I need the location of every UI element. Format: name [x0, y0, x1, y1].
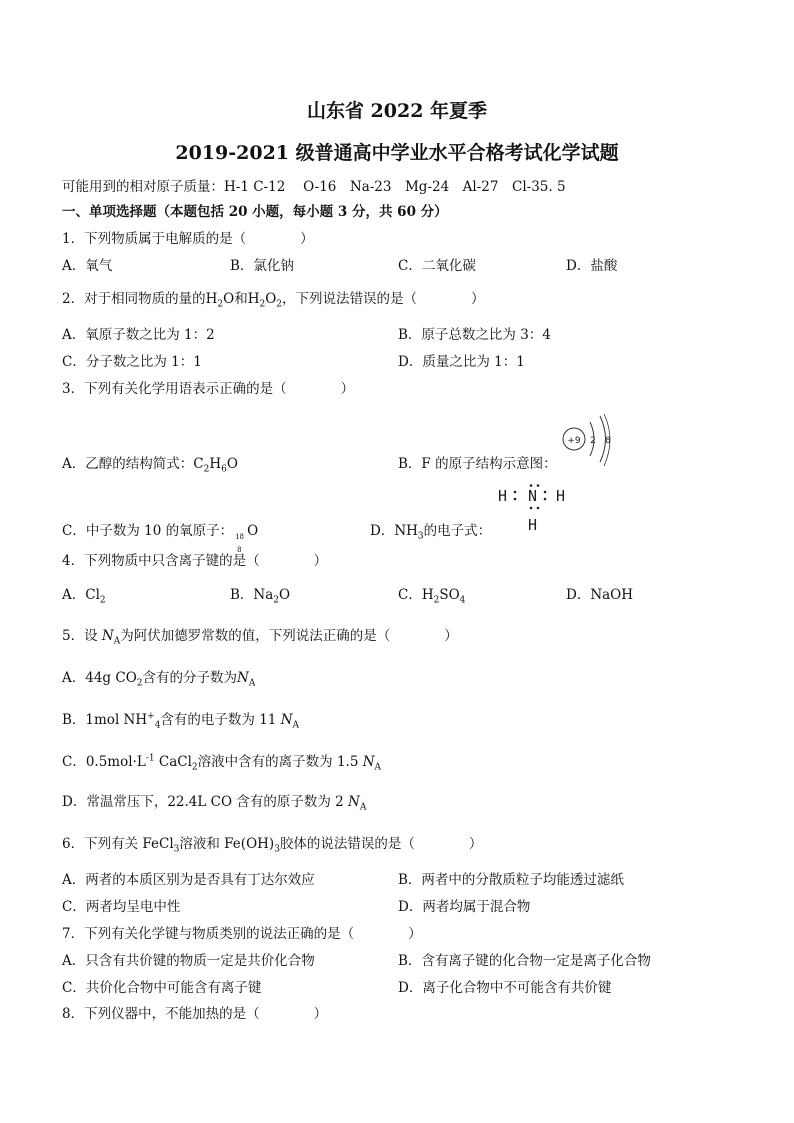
q7-option-a[interactable]: A．只含有共价键的物质一定是共价化合物	[62, 953, 315, 969]
section-heading: 一、单项选择题（本题包括 20 小题，每小题 3 分，共 60 分）	[62, 204, 448, 220]
q8-stem: 8．下列仪器中，不能加热的是（ ）	[62, 1006, 328, 1022]
q2-option-a[interactable]: A．氧原子数之比为 1：2	[62, 327, 215, 343]
q3-option-a[interactable]: A．乙醇的结构简式：$C_2H_6O$	[62, 456, 238, 475]
lewis-h-left: H	[498, 487, 508, 505]
atom-shell2-label: 8	[605, 436, 611, 446]
q6-stem: 6．下列有关 FeCl$_3$溶液和 $Fe(OH)_3$胶体的说法错误的是（ ）	[62, 836, 483, 855]
q3-option-b[interactable]: B．F 的原子结构示意图：	[398, 456, 557, 472]
q1-option-c[interactable]: C．二氧化碳	[398, 258, 476, 274]
q1-option-b[interactable]: B．氯化钠	[230, 258, 294, 274]
ammonia-electron-formula	[494, 484, 578, 540]
q2-option-d[interactable]: D．质量之比为 1：1	[398, 354, 525, 370]
q3-option-c[interactable]: C．中子数为 10 的氧原子： 18 8 O	[62, 523, 259, 554]
q5-option-c[interactable]: C．$0.5mol\cdot L^{-1}$ CaCl$_2$溶液中含有的离子数为 1.5 $N_A$	[62, 753, 382, 773]
q1-stem: 1．下列物质属于电解质的是（ ）	[62, 231, 314, 247]
q4-option-d[interactable]: D．NaOH	[566, 587, 634, 603]
q2-stem: 2．对于相同物质的量的$H_2O$和$H_2O_2$，下列说法错误的是（ ）	[62, 291, 485, 310]
q6-option-c[interactable]: C．两者均呈电中性	[62, 899, 181, 915]
q4-stem: 4．下列物质中只含离子键的是（ ）	[62, 553, 328, 569]
q4-option-b[interactable]: B．$Na_2O$	[230, 587, 291, 606]
q4-option-a[interactable]: A．$Cl_2$	[62, 587, 106, 606]
q6-option-a[interactable]: A．两者的本质区别为是否具有丁达尔效应	[62, 872, 315, 888]
atom-shell1-label: 2	[590, 436, 596, 446]
page-subtitle: 2019-2021 级普通高中学业水平合格考试化学试题	[175, 142, 619, 164]
q5-stem: 5．设 $N_A$为阿伏加德罗常数的值，下列说法正确的是（ ）	[62, 628, 458, 647]
atomic-masses: 可能用到的相对原子质量：H-1 C-12 O-16 Na-23 Mg-24 Al-27 Cl-35. 5	[62, 179, 566, 195]
q6-option-d[interactable]: D．两者均属于混合物	[398, 899, 531, 915]
q2-option-b[interactable]: B．原子总数之比为 3：4	[398, 327, 551, 343]
q7-option-c[interactable]: C．共价化合物中可能含有离子键	[62, 980, 262, 996]
q5-option-d[interactable]: D．常温常压下，22.4L CO 含有的原子数为 2 $N_A$	[62, 794, 367, 813]
q4-option-c[interactable]: C．$H_2SO_4$	[398, 587, 466, 606]
page-title: 山东省 2022 年夏季	[306, 100, 488, 122]
q1-option-d[interactable]: D．盐酸	[566, 258, 618, 274]
q6-option-b[interactable]: B．两者中的分散质粒子均能透过滤纸	[398, 872, 624, 888]
q2-option-c[interactable]: C．分子数之比为 1：1	[62, 354, 202, 370]
fluorine-atom-structure-diagram	[556, 412, 618, 470]
lewis-h-bottom: H	[528, 516, 538, 534]
lewis-n: N	[528, 487, 538, 505]
q3-option-d[interactable]: D．$NH_3$的电子式：	[370, 523, 492, 542]
q5-option-a[interactable]: A．44g $CO_2$含有的分子数为$N_A$	[62, 670, 256, 689]
lewis-h-right: H	[556, 487, 566, 505]
atom-nucleus-label: +9	[567, 436, 581, 446]
q7-option-b[interactable]: B．含有离子键的化合物一定是离子化合物	[398, 953, 651, 969]
q1-option-a[interactable]: A．氧气	[62, 258, 113, 274]
q7-stem: 7．下列有关化学键与物质类别的说法正确的是（ ）	[62, 926, 422, 942]
q3-stem: 3．下列有关化学用语表示正确的是（ ）	[62, 381, 355, 397]
q7-option-d[interactable]: D．离子化合物中不可能含有共价键	[398, 980, 612, 996]
q5-option-b[interactable]: B．1mol $NH^+_4$含有的电子数为 11 $N_A$	[62, 711, 300, 731]
